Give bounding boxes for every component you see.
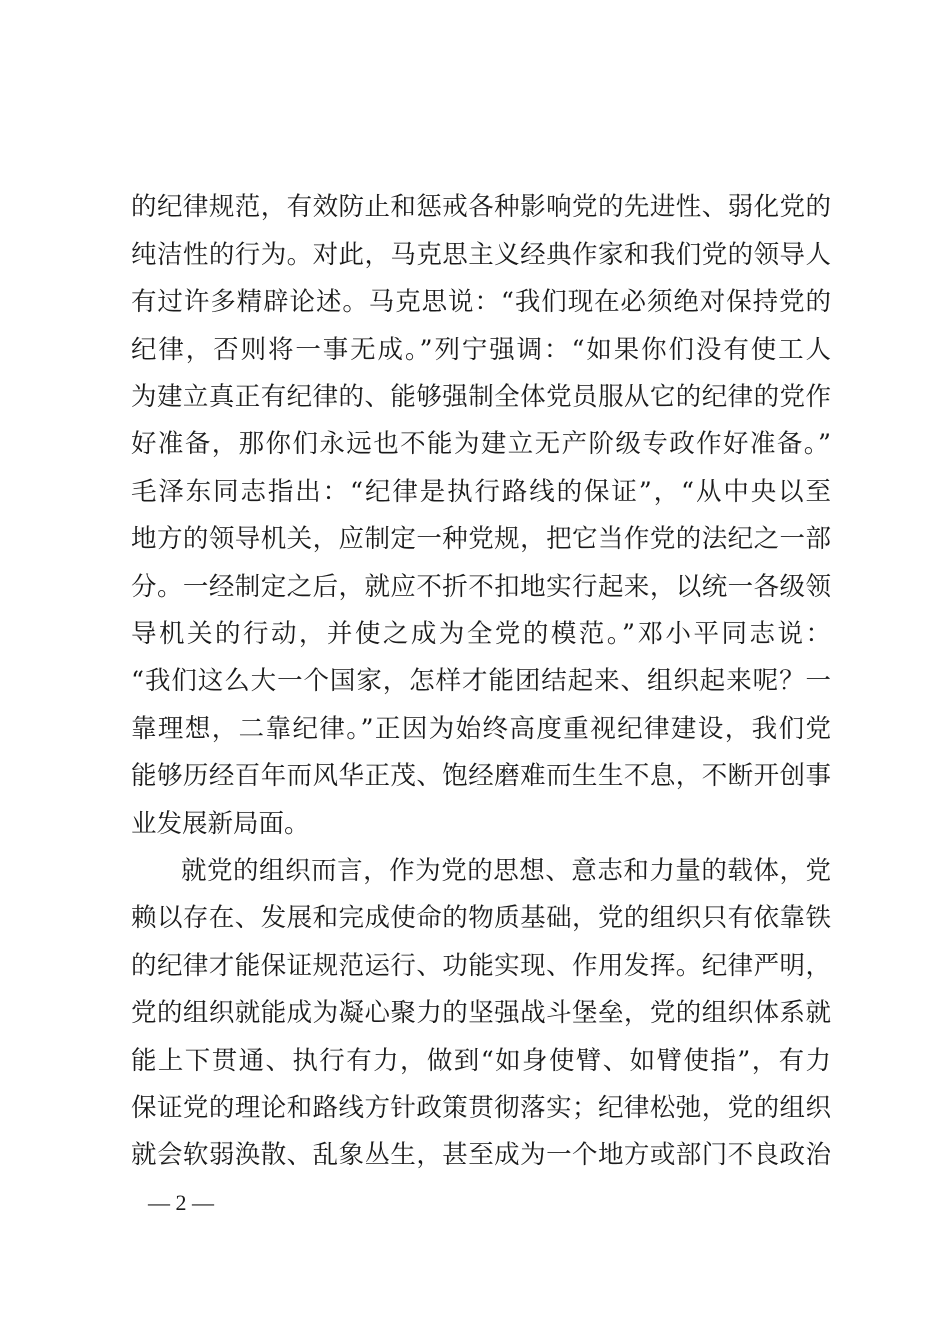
text-line: 的纪律规范，有效防止和惩戒各种影响党的先进性、弱化党的 bbox=[131, 192, 831, 222]
paragraph-first-line: 就党的组织而言，作为党的思想、意志和力量的载体，党 bbox=[181, 856, 831, 886]
text-line: 业发展新局面。 bbox=[131, 809, 310, 839]
page-number: — 2 — bbox=[148, 1190, 214, 1215]
text-line: 党的组织就能成为凝心聚力的坚强战斗堡垒，党的组织体系就 bbox=[131, 998, 831, 1028]
text-line: 能上下贯通、执行有力，做到“如身使臂、如臂使指”，有力 bbox=[131, 1046, 831, 1076]
text-line: 纯洁性的行为。对此，马克思主义经典作家和我们党的领导人 bbox=[131, 240, 831, 270]
text-line: 毛泽东同志指出：“纪律是执行路线的保证”，“从中央以至 bbox=[131, 477, 831, 507]
text-line: 能够历经百年而风华正茂、饱经磨难而生生不息，不断开创事 bbox=[131, 761, 831, 791]
text-line: 赖以存在、发展和完成使命的物质基础，党的组织只有依靠铁 bbox=[131, 903, 831, 933]
text-line: 导机关的行动，并使之成为全党的模范。”邓小平同志说： bbox=[131, 619, 831, 649]
text-line: 就会软弱涣散、乱象丛生，甚至成为一个地方或部门不良政治 bbox=[131, 1140, 831, 1170]
text-line: “我们这么大一个国家，怎样才能团结起来、组织起来呢？一 bbox=[131, 666, 831, 696]
text-line: 分。一经制定之后，就应不折不扣地实行起来，以统一各级领 bbox=[131, 572, 831, 602]
text-line: 纪律，否则将一事无成。”列宁强调：“如果你们没有使工人 bbox=[131, 335, 831, 365]
text-line: 地方的领导机关，应制定一种党规，把它当作党的法纪之一部 bbox=[131, 524, 831, 554]
text-line: 有过许多精辟论述。马克思说：“我们现在必须绝对保持党的 bbox=[131, 287, 831, 317]
text-line: 的纪律才能保证规范运行、功能实现、作用发挥。纪律严明， bbox=[131, 951, 831, 981]
text-line: 靠理想，二靠纪律。”正因为始终高度重视纪律建设，我们党 bbox=[131, 714, 831, 744]
text-line: 好准备，那你们永远也不能为建立无产阶级专政作好准备。” bbox=[131, 429, 831, 459]
text-line: 为建立真正有纪律的、能够强制全体党员服从它的纪律的党作 bbox=[131, 382, 831, 412]
text-line: 保证党的理论和路线方针政策贯彻落实；纪律松弛，党的组织 bbox=[131, 1093, 831, 1123]
